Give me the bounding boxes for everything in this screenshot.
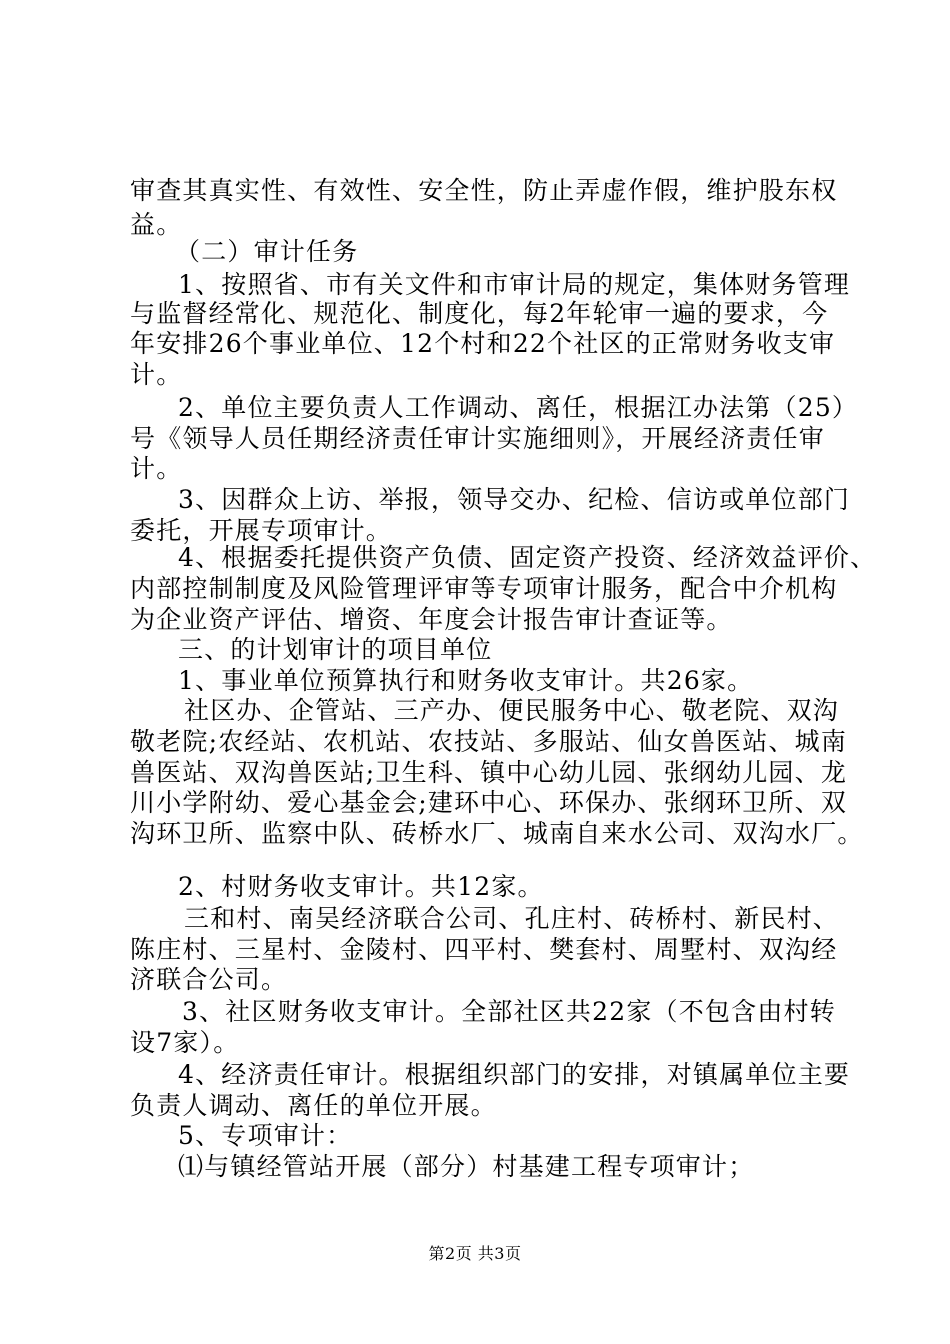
body-line: 沟环卫所、监察中队、砖桥水厂、城南自来水公司、双沟水厂。 xyxy=(130,819,864,848)
body-line: 2、单位主要负责人工作调动、离任，根据江办法第（25） xyxy=(178,393,859,422)
body-line: 设7家）。 xyxy=(130,1028,240,1057)
body-line: 3、社区财务收支审计。全部社区共22家（不包含由村转 xyxy=(182,997,836,1026)
body-line: 审查其真实性、有效性、安全性，防止弄虚作假，维护股东权 xyxy=(130,176,838,205)
body-line: 3、因群众上访、举报，领导交办、纪检、信访或单位部门 xyxy=(178,485,851,514)
body-line: 4、根据委托提供资产负债、固定资产投资、经济效益评价、 xyxy=(178,543,877,572)
body-line: 益。 xyxy=(130,210,183,239)
body-line: 陈庄村、三星村、金陵村、四平村、樊套村、周墅村、双沟经 xyxy=(130,935,838,964)
body-line: 负责人调动、离任的单位开展。 xyxy=(130,1091,497,1120)
body-line: 敬老院;农经站、农机站、农技站、多服站、仙女兽医站、城南 xyxy=(130,727,848,756)
body-line: 计。 xyxy=(130,454,183,483)
body-line: 济联合公司。 xyxy=(130,965,288,994)
body-line: 三和村、南吴经济联合公司、孔庄村、砖桥村、新民村、 xyxy=(184,904,840,933)
body-line: 1、按照省、市有关文件和市审计局的规定，集体财务管理 xyxy=(178,270,851,299)
body-line: 年安排26个事业单位、12个村和22个社区的正常财务收支审 xyxy=(130,329,836,358)
body-line: 5、专项审计： xyxy=(178,1121,353,1150)
body-line: 4、经济责任审计。根据组织部门的安排，对镇属单位主要 xyxy=(178,1060,851,1089)
body-line: 社区办、企管站、三产办、便民服务中心、敬老院、双沟 xyxy=(184,696,840,725)
page-number: 第2页 共3页 xyxy=(428,1244,522,1263)
section-heading: （二）审计任务 xyxy=(175,237,359,266)
body-line: 内部控制制度及风险管理评审等专项审计服务，配合中介机构 xyxy=(130,574,838,603)
body-line: 计。 xyxy=(130,360,183,389)
body-line: ⑴与镇经管站开展（部分）村基建工程专项审计； xyxy=(178,1152,755,1181)
body-line: 与监督经常化、规范化、制度化，每2年轮审一遍的要求，今 xyxy=(130,299,829,328)
body-line: 1、事业单位预算执行和财务收支审计。共26家。 xyxy=(178,666,754,695)
body-line: 为企业资产评估、增资、年度会计报告审计查证等。 xyxy=(130,605,733,634)
body-line: 委托，开展专项审计。 xyxy=(130,516,393,545)
body-line: 川小学附幼、爱心基金会;建环中心、环保办、张纲环卫所、双 xyxy=(130,788,848,817)
body-line: 号《领导人员任期经济责任审计实施细则》，开展经济责任审 xyxy=(130,424,825,453)
section-heading: 三、的计划审计的项目单位 xyxy=(178,635,493,664)
body-line: 2、村财务收支审计。共12家。 xyxy=(178,872,544,901)
body-line: 兽医站、双沟兽医站;卫生科、镇中心幼儿园、张纲幼儿园、龙 xyxy=(130,758,848,787)
